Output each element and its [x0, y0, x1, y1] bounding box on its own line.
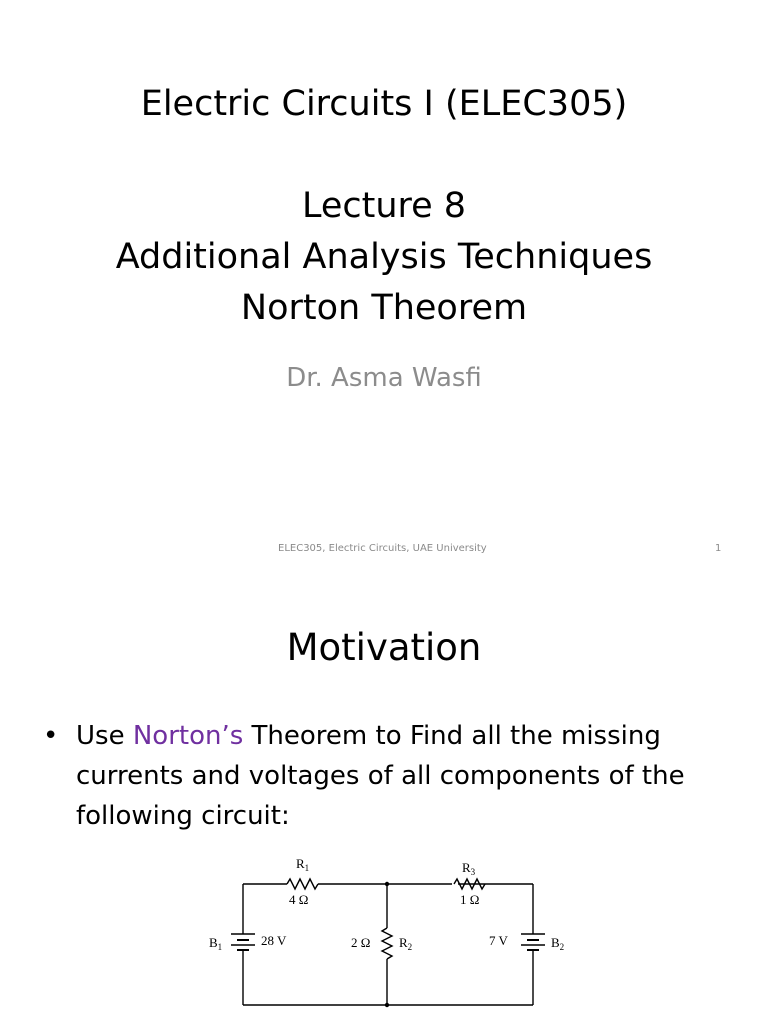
lecture-number: Lecture 8 — [301, 186, 467, 226]
battery-b2-icon — [521, 934, 545, 950]
course-title: Electric Circuits I (ELEC305) — [140, 84, 628, 124]
slide-title: Motivation — [286, 626, 482, 669]
bullet-marker: • — [43, 721, 59, 751]
r2-value: 2 Ω — [351, 935, 371, 950]
node-bottom-dot — [385, 1003, 389, 1007]
slide-footer: ELEC305, Electric Circuits, UAE University — [278, 543, 487, 554]
b1-value: 28 V — [261, 933, 287, 948]
bullet-line-1 — [76, 716, 756, 756]
b2-label: $B_2$ — [551, 935, 565, 952]
r2-label: $R_2$ — [399, 935, 413, 952]
battery-b1-icon — [231, 934, 255, 950]
nortons-highlight: Norton’s — [132, 721, 244, 751]
bullet-text — [76, 716, 756, 836]
resistor-r2-icon — [382, 928, 392, 959]
r3-label: $R_3$ — [462, 860, 476, 877]
b2-value: 7 V — [489, 933, 508, 948]
lecture-subtopic: Norton Theorem — [240, 288, 528, 328]
r1-value: 4 Ω — [289, 892, 309, 907]
bullet-rest: Theorem to Find all the missing — [251, 721, 661, 751]
circuit-diagram — [196, 850, 596, 1024]
bullet-line-2: currents and voltages of all components of the — [76, 761, 685, 791]
page-number: 1 — [715, 543, 722, 554]
b1-label: $B_1$ — [209, 935, 223, 952]
bullet-line-3: following circuit: — [76, 801, 290, 831]
r3-value: 1 Ω — [460, 892, 480, 907]
r1-label: $R_1$ — [296, 856, 310, 873]
resistor-r1-icon — [287, 879, 318, 889]
author-name: Dr. Asma Wasfi — [286, 363, 482, 393]
lecture-topic: Additional Analysis Techniques — [115, 237, 653, 277]
bullet-prefix: Use — [76, 721, 125, 751]
node-top-dot — [385, 882, 389, 886]
